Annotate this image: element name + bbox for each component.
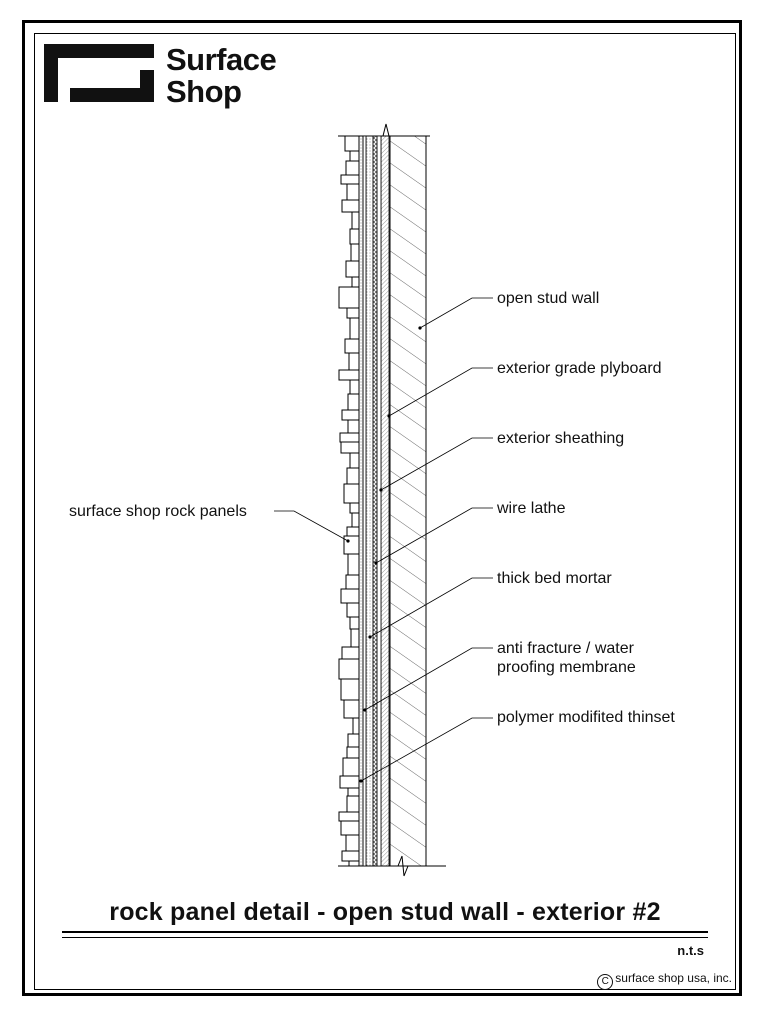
rock-stone [351,629,359,647]
rock-stone [350,151,359,161]
rock-stone [342,647,359,659]
rock-stone [347,603,359,617]
rock-stone [339,812,359,821]
rock-panel-stones [339,136,359,866]
rock-stone [348,554,359,575]
leader-rock-panels [274,511,348,541]
rock-stone [345,339,359,353]
rock-stone [347,796,359,812]
callout-sheathing: exterior sheathing [497,430,625,447]
rock-stone [339,287,359,308]
scale-note: n.t.s [677,943,704,958]
rock-stone [341,589,359,603]
rock-stone [350,503,359,513]
rock-stone [348,394,359,410]
rock-stone [341,175,359,184]
logo-word-surface: Surface [166,42,277,77]
rock-stone [349,861,359,866]
rock-stone [343,758,359,776]
rock-stone [344,536,359,554]
callout-plyboard: exterior grade plyboard [497,360,662,377]
rock-stone [348,734,359,747]
rock-stone [349,353,359,370]
rock-stone [350,617,359,629]
rock-stone [340,776,359,788]
rock-stone [346,575,359,589]
mortar-layer [366,136,373,866]
callout-wire-lathe: wire lathe [497,500,566,517]
rock-stone [347,184,359,200]
rock-stone [347,527,359,536]
callout-open-stud-wall: open stud wall [497,290,600,307]
rock-stone [347,747,359,758]
rock-stone [346,261,359,277]
logo-word-shop: Shop [166,74,242,109]
copyright-icon: C [597,974,613,990]
rock-stone [350,453,359,468]
rock-stone [344,700,359,718]
rock-stone [342,200,359,212]
title-rule-thin [62,937,708,938]
drawing-title: rock panel detail - open stud wall - exterior #2 [109,898,661,926]
callout-thinset: polymer modifited thinset [497,709,675,726]
top-break-symbol [383,124,389,136]
rock-stone [339,659,359,679]
rock-stone [341,442,359,453]
wire-lathe-layer [373,136,377,866]
rock-stone [348,420,359,433]
callout-membrane-line2: proofing membrane [497,659,636,676]
rock-stone [341,821,359,835]
copyright-text: surface shop usa, inc. [615,971,732,985]
rock-stone [350,318,359,339]
rock-stone [350,229,359,244]
copyright-notice [597,971,732,990]
sheathing-layer [377,136,381,866]
rock-stone [340,433,359,442]
rock-stone [345,136,359,151]
thinset-layer [359,136,363,866]
rock-stone [344,484,359,503]
rock-stone [351,244,359,261]
rock-stone [348,788,359,796]
rock-stone [353,718,359,734]
rock-stone [346,161,359,175]
rock-stone [347,468,359,484]
rock-stone [339,370,359,380]
stud-wall-layer [390,136,426,866]
rock-stone [347,308,359,318]
rock-stone [342,851,359,861]
callout-mortar: thick bed mortar [497,570,612,587]
title-rule-thick [62,931,708,933]
rock-stone [352,513,359,527]
rock-stone [350,380,359,394]
rock-stone [352,277,359,287]
rock-stone [342,410,359,420]
rock-stone [352,212,359,229]
leader-open-stud-wall [420,298,493,328]
plyboard-layer [381,136,389,866]
callout-rock-panels: surface shop rock panels [69,503,247,520]
callout-membrane-line1: anti fracture / water [497,640,634,657]
rock-stone [341,679,359,700]
rock-stone [346,835,359,851]
membrane-layer [363,136,366,866]
